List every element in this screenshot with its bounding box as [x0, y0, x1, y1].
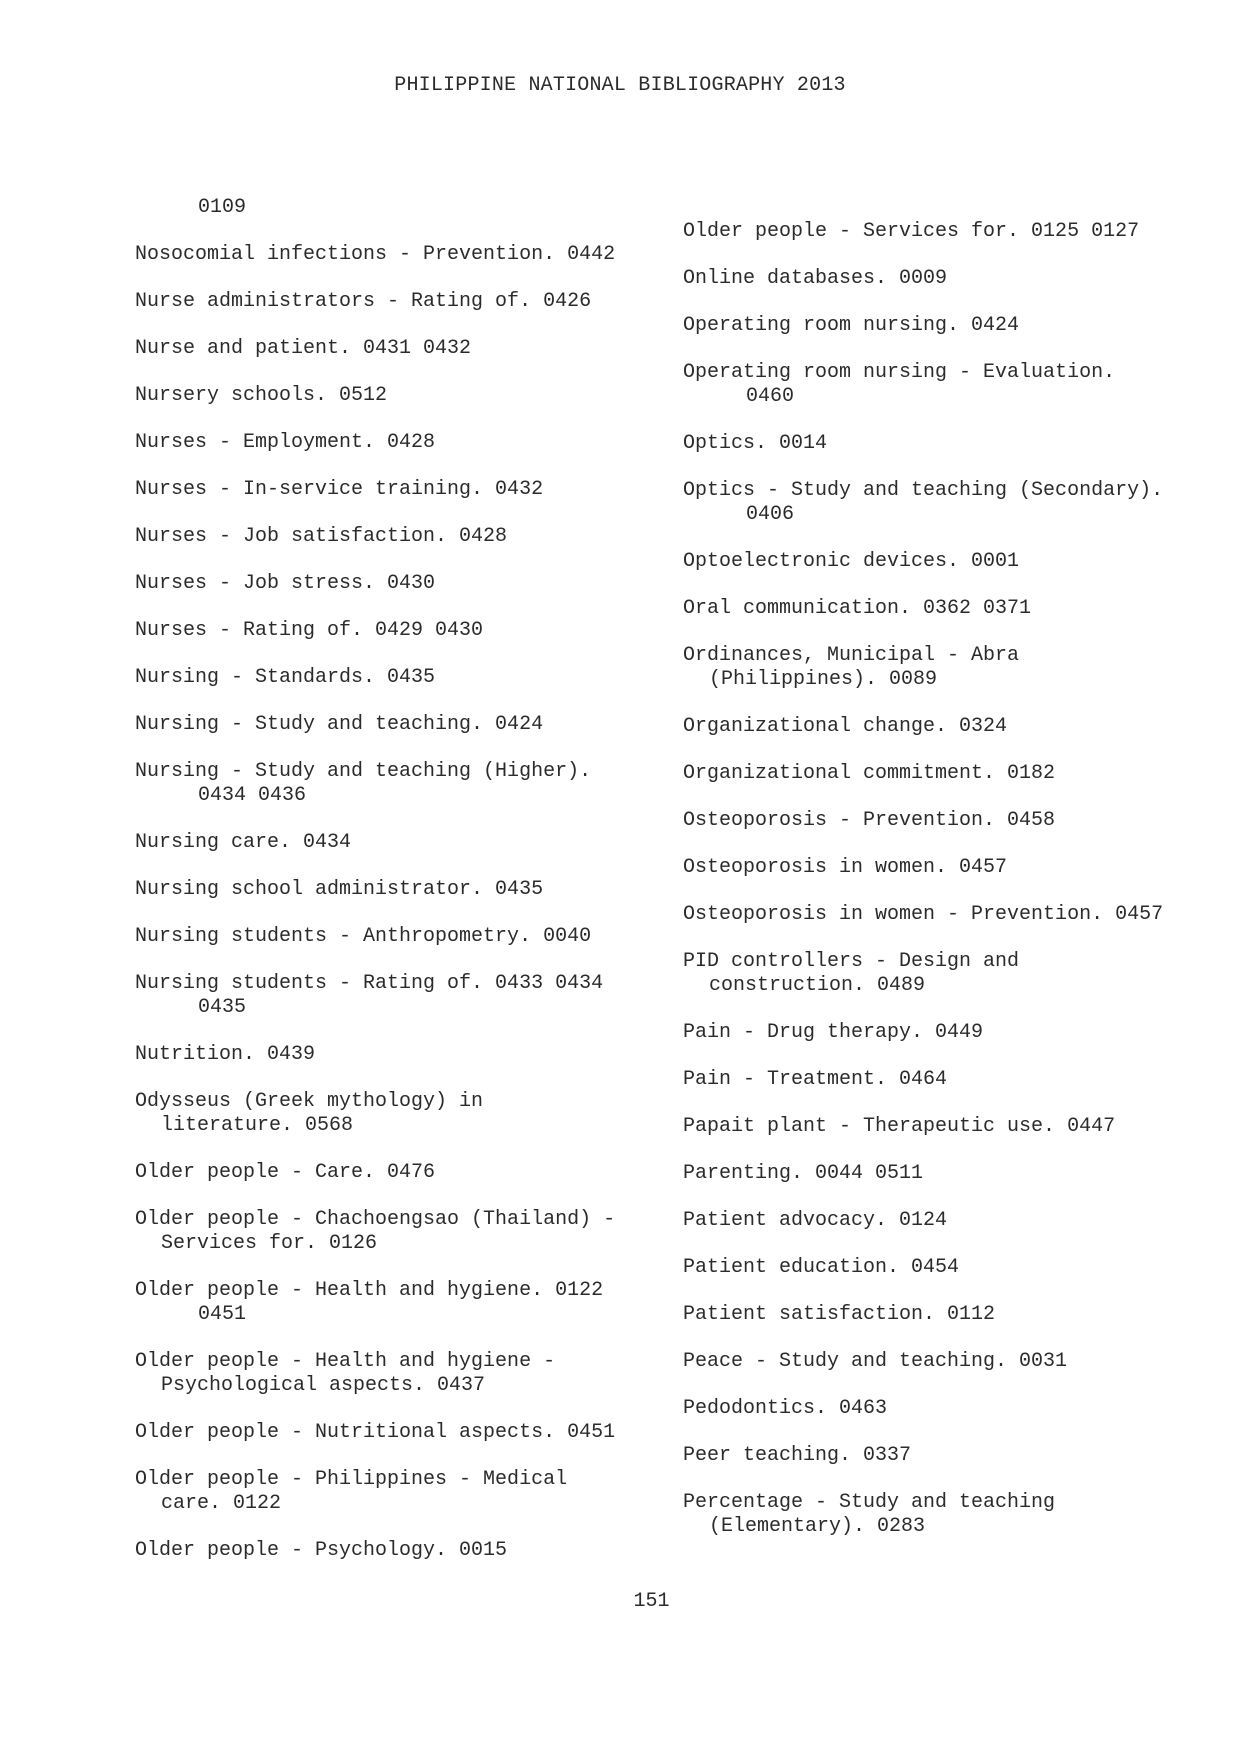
index-entry	[683, 479, 1223, 527]
entry-heading: Osteoporosis in women. 0457	[683, 856, 1008, 879]
index-entry	[683, 762, 1223, 786]
index-entry	[683, 432, 1223, 456]
entry-heading: Older people - Psychology. 0015	[135, 1539, 508, 1562]
entry-heading: Organizational change. 0324	[683, 715, 1008, 738]
index-entry	[683, 1444, 1223, 1468]
entry-heading: Ordinances, Municipal - Abra	[683, 644, 1020, 667]
index-entry	[135, 431, 695, 455]
index-entry	[135, 666, 695, 690]
index-entry	[683, 220, 1223, 244]
index-entry	[683, 1256, 1223, 1280]
entry-heading: Nursing - Study and teaching. 0424	[135, 713, 544, 736]
entry-heading: Nurse administrators - Rating of. 0426	[135, 290, 592, 313]
index-entry	[683, 1021, 1223, 1045]
index-entry	[135, 1539, 695, 1563]
index-entry	[135, 243, 695, 267]
entry-heading: Pain - Treatment. 0464	[683, 1068, 948, 1091]
entry-continuation: (Philippines). 0089	[709, 668, 938, 691]
entry-continuation: 0434 0436	[198, 784, 307, 807]
entry-heading: Parenting. 0044 0511	[683, 1162, 924, 1185]
index-entry	[683, 361, 1223, 409]
entry-heading: Operating room nursing - Evaluation.	[683, 361, 1116, 384]
entry-heading: Optics. 0014	[683, 432, 828, 455]
entry-heading: Older people - Care. 0476	[135, 1161, 436, 1184]
entry-continuation: 0406	[746, 503, 795, 526]
right-entry-list	[683, 220, 1223, 1539]
entry-continuation: care. 0122	[161, 1492, 282, 1515]
index-entry	[135, 572, 695, 596]
entry-heading: Papait plant - Therapeutic use. 0447	[683, 1115, 1116, 1138]
entry-heading: Nurses - Job stress. 0430	[135, 572, 436, 595]
entry-heading: Online databases. 0009	[683, 267, 948, 290]
entry-heading: Nurse and patient. 0431 0432	[135, 337, 472, 360]
index-entry	[135, 1208, 695, 1256]
entry-heading: Older people - Nutritional aspects. 0451	[135, 1421, 616, 1444]
index-entry	[135, 478, 695, 502]
entry-heading: Peace - Study and teaching. 0031	[683, 1350, 1068, 1373]
index-entry	[135, 384, 695, 408]
index-entry	[683, 856, 1223, 880]
index-entry	[135, 1279, 695, 1327]
entry-heading: Patient advocacy. 0124	[683, 1209, 948, 1232]
index-entry	[683, 314, 1223, 338]
entry-heading: Nurses - Job satisfaction. 0428	[135, 525, 508, 548]
index-entry	[135, 972, 695, 1020]
entry-heading: Nursing students - Anthropometry. 0040	[135, 925, 592, 948]
index-entry	[135, 525, 695, 549]
entry-heading: Percentage - Study and teaching	[683, 1491, 1056, 1514]
entry-heading: Organizational commitment. 0182	[683, 762, 1056, 785]
entry-heading: Older people - Health and hygiene. 0122	[135, 1279, 604, 1302]
entry-continuation: 0460	[746, 385, 795, 408]
index-entry	[683, 1303, 1223, 1327]
index-entry	[683, 1209, 1223, 1233]
index-entry	[135, 760, 695, 808]
index-entry	[683, 1162, 1223, 1186]
index-entry	[683, 644, 1223, 692]
entry-continuation: Psychological aspects. 0437	[161, 1374, 486, 1397]
entry-heading: Pain - Drug therapy. 0449	[683, 1021, 984, 1044]
entry-heading: Oral communication. 0362 0371	[683, 597, 1032, 620]
entry-heading: Peer teaching. 0337	[683, 1444, 912, 1467]
index-entry	[683, 1491, 1223, 1539]
entry-continuation: 0435	[198, 996, 247, 1019]
entry-heading: Older people - Health and hygiene -	[135, 1350, 556, 1373]
entry-heading: Osteoporosis in women - Prevention. 0457	[683, 903, 1164, 926]
entry-heading: Nursery schools. 0512	[135, 384, 388, 407]
entry-heading: Optics - Study and teaching (Secondary).	[683, 479, 1164, 502]
index-entry	[135, 1043, 695, 1067]
entry-continuation: literature. 0568	[161, 1114, 354, 1137]
index-entry	[135, 1090, 695, 1138]
entry-heading: Nutrition. 0439	[135, 1043, 316, 1066]
entry-heading: Nosocomial infections - Prevention. 0442	[135, 243, 616, 266]
continuation-line: 0109	[198, 196, 247, 219]
entry-heading: Nursing students - Rating of. 0433 0434	[135, 972, 604, 995]
index-entry	[135, 925, 695, 949]
entry-heading: Older people - Philippines - Medical	[135, 1468, 568, 1491]
entry-heading: Odysseus (Greek mythology) in	[135, 1090, 484, 1113]
entry-heading: Older people - Services for. 0125 0127	[683, 220, 1140, 243]
index-entry	[135, 1421, 695, 1445]
entry-heading: Operating room nursing. 0424	[683, 314, 1020, 337]
index-entry	[135, 619, 695, 643]
entry-heading: PID controllers - Design and	[683, 950, 1020, 973]
index-entry	[683, 550, 1223, 574]
entry-continuation: construction. 0489	[709, 974, 926, 997]
entry-heading: Nursing care. 0434	[135, 831, 352, 854]
page-header: PHILIPPINE NATIONAL BIBLIOGRAPHY 2013	[394, 74, 846, 97]
entry-heading: Pedodontics. 0463	[683, 1397, 888, 1420]
index-entry	[683, 267, 1223, 291]
index-column-right	[683, 220, 1223, 1562]
entry-continuation: 0451	[198, 1303, 247, 1326]
entry-continuation: Services for. 0126	[161, 1232, 378, 1255]
left-entry-list	[135, 243, 695, 1563]
index-entry	[135, 1350, 695, 1398]
index-column-left	[135, 196, 695, 1586]
entry-continuation: (Elementary). 0283	[709, 1515, 926, 1538]
entry-heading: Nurses - Rating of. 0429 0430	[135, 619, 484, 642]
entry-heading: Patient education. 0454	[683, 1256, 960, 1279]
index-entry	[683, 715, 1223, 739]
entry-heading: Nursing - Standards. 0435	[135, 666, 436, 689]
page-number: 151	[633, 1590, 670, 1613]
entry-heading: Patient satisfaction. 0112	[683, 1303, 996, 1326]
entry-heading: Older people - Chachoengsao (Thailand) -	[135, 1208, 616, 1231]
entry-heading: Optoelectronic devices. 0001	[683, 550, 1020, 573]
index-entry	[683, 903, 1223, 927]
index-entry	[683, 1115, 1223, 1139]
index-entry	[135, 713, 695, 737]
index-entry	[683, 1397, 1223, 1421]
index-entry	[683, 950, 1223, 998]
index-entry	[135, 1468, 695, 1516]
index-entry	[683, 597, 1223, 621]
entry-heading: Nurses - In-service training. 0432	[135, 478, 544, 501]
index-entry	[135, 337, 695, 361]
entry-heading: Nurses - Employment. 0428	[135, 431, 436, 454]
index-entry	[683, 809, 1223, 833]
entry-heading: Nursing - Study and teaching (Higher).	[135, 760, 592, 783]
index-entry	[135, 1161, 695, 1185]
entry-heading: Osteoporosis - Prevention. 0458	[683, 809, 1056, 832]
index-entry	[683, 1068, 1223, 1092]
index-entry	[135, 290, 695, 314]
index-entry	[135, 831, 695, 855]
index-entry	[135, 878, 695, 902]
index-entry	[683, 1350, 1223, 1374]
entry-heading: Nursing school administrator. 0435	[135, 878, 544, 901]
